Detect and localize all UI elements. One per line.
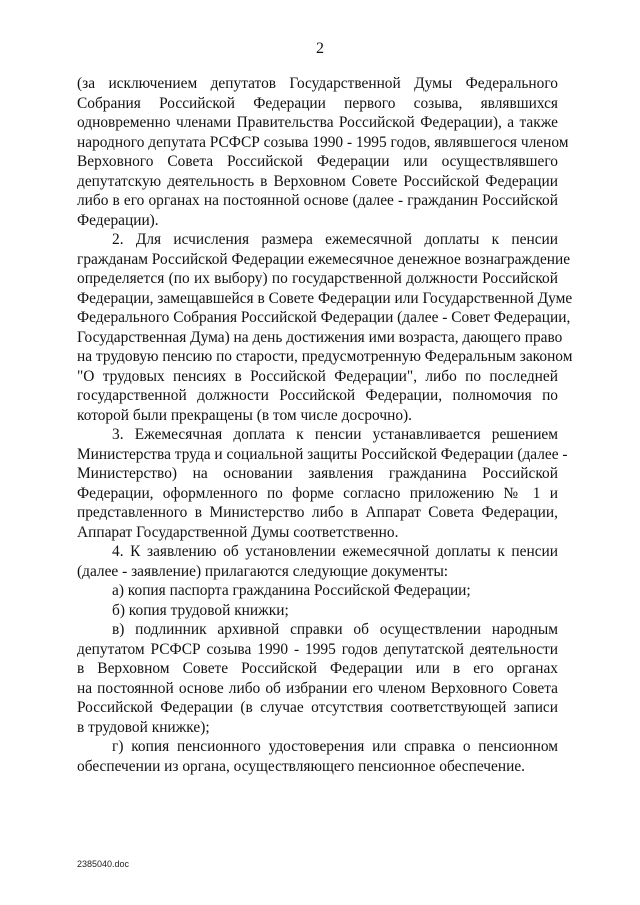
- text-line: депутатом РСФСР созыва 1990 - 1995 годов депутатской деятельности: [77, 640, 558, 658]
- text-line: либо в его органах на постоянной основе (далее - гражданин Российской: [77, 192, 558, 209]
- text-line: Собрания Российской Федерации первого созыва, являвшихся: [77, 94, 558, 112]
- text-line: в) подлинник архивной справки об осуществлении народным: [112, 621, 558, 638]
- text-line: "О трудовых пенсиях в Российской Федерации", либо по последней: [77, 367, 558, 385]
- text-line: б) копия трудовой книжки;: [112, 601, 289, 619]
- paragraph: [77, 74, 569, 230]
- text-line: Министерство) на основании заявления гражданина Российской: [77, 465, 558, 482]
- paragraph: [77, 581, 558, 601]
- text-line: а) копия паспорта гражданина Российской Федерации;: [112, 582, 471, 599]
- text-line: Верховного Совета Российской Федерации или осуществлявшего: [77, 153, 558, 170]
- text-line: в Верховном Совете Российской Федерации или в его органах: [77, 660, 558, 677]
- text-line: 2. Для исчисления размера ежемесячной доплаты к пенсии: [112, 231, 558, 248]
- text-line: государственной должности Российской Федерации, полномочия по: [77, 387, 558, 404]
- text-line: представленного в Министерство либо в Аппарат Совета Федерации,: [77, 504, 558, 521]
- text-line: народного депутата РСФСР созыва 1990 - 1995 годов, являвшегося членом: [77, 133, 569, 151]
- text-line: Федерации, оформленного по форме согласно приложению № 1 и: [77, 484, 558, 502]
- text-line: (за исключением депутатов Государственной Думы Федерального: [77, 75, 558, 92]
- page-number: 2: [316, 40, 324, 57]
- paragraph: [77, 230, 573, 425]
- text-line: Министерства труда и социальной защиты Российской Федерации (далее -: [77, 445, 568, 463]
- paragraph: [77, 620, 558, 737]
- paragraph: [77, 542, 558, 581]
- text-line: определяется (по их выбору) по государственной должности Российской: [77, 270, 558, 287]
- text-line: Российской Федерации (в случае отсутствия соответствующей записи: [77, 699, 558, 716]
- text-line: одновременно членами Правительства Российской Федерации), а также: [77, 114, 558, 131]
- text-line: г) копия пенсионного удостоверения или справка о пенсионном: [112, 738, 558, 755]
- text-line: Федерации).: [77, 211, 159, 229]
- text-line: в трудовой книжке);: [77, 718, 210, 736]
- text-line: депутатскую деятельность в Верховном Совете Российской Федерации: [77, 172, 558, 190]
- paragraph: [77, 601, 558, 621]
- text-line: 4. К заявлению об установлении ежемесячной доплаты к пенсии: [112, 543, 558, 560]
- text-line: на трудовую пенсию по старости, предусмотренную Федеральным законом: [77, 348, 573, 365]
- document-body: [77, 74, 573, 776]
- file-name-footer: 2385040.doc: [77, 859, 130, 869]
- text-line: Федерации, замещавшейся в Совете Федерации или Государственной Думе: [77, 289, 573, 307]
- text-line: 3. Ежемесячная доплата к пенсии устанавливается решением: [112, 426, 558, 443]
- text-line: Государственная Дума) на день достижения ими возраста, дающего право: [77, 328, 563, 346]
- text-line: гражданам Российской Федерации ежемесячное денежное вознаграждение: [77, 250, 571, 268]
- paragraph: [77, 737, 558, 776]
- text-line: обеспечении из органа, осуществляющего пенсионное обеспечение.: [77, 757, 526, 775]
- text-line: которой были прекращены (в том числе досрочно).: [77, 406, 412, 424]
- text-line: на постоянной основе либо об избрании его членом Верховного Совета: [77, 679, 558, 697]
- text-line: (далее - заявление) прилагаются следующие документы:: [77, 562, 449, 580]
- text-line: Аппарат Государственной Думы соответственно.: [77, 523, 399, 541]
- text-line: Федерального Собрания Российской Федерации (далее - Совет Федерации,: [77, 309, 571, 326]
- paragraph: [77, 425, 568, 542]
